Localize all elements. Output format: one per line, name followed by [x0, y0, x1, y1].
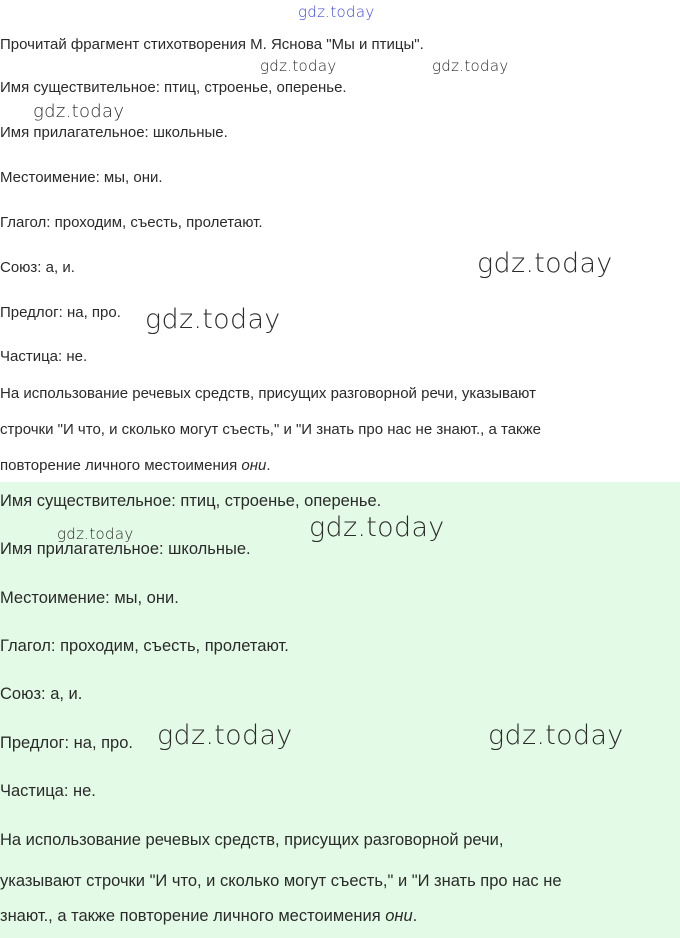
answer-adjective-line: Имя прилагательное: школьные. [0, 540, 251, 558]
conjunction-line: Союз: а, и. [0, 259, 75, 276]
adjective-line: Имя прилагательное: школьные. [0, 124, 228, 141]
watermark: gdz.today [477, 248, 613, 279]
paragraph-line-1: На использование речевых средств, присущих разговорной речи, указывают [0, 385, 536, 402]
answer-paragraph-end: . [412, 907, 418, 925]
answer-paragraph-text: знают., а также повторение личного местоимения [0, 907, 386, 925]
paragraph-line-2: строчки "И что, и сколько могут съесть," и "И знать про нас не знают., а также [0, 421, 541, 438]
watermark: gdz.today [488, 720, 624, 751]
answer-verb-line: Глагол: проходим, съесть, пролетают. [0, 637, 289, 655]
answer-conjunction-line: Союз: а, и. [0, 685, 83, 703]
answer-preposition-line: Предлог: на, про. [0, 734, 133, 752]
pronoun-line: Местоимение: мы, они. [0, 169, 163, 186]
answer-paragraph-line-2: указывают строчки "И что, и сколько могут съесть," и "И знать про нас не [0, 872, 562, 890]
watermark: gdz.today [157, 720, 293, 751]
paragraph-end: . [266, 457, 271, 474]
answer-section [0, 482, 680, 938]
preposition-line: Предлог: на, про. [0, 304, 121, 321]
intro-text: Прочитай фрагмент стихотворения М. Яснова "Мы и птицы". [0, 36, 424, 53]
answer-pronoun-line: Местоимение: мы, они. [0, 589, 179, 607]
answer-paragraph-line-3 [0, 907, 417, 926]
watermark: gdz.today [57, 525, 134, 543]
answer-emphasized-word: они [385, 907, 413, 925]
answer-paragraph-line-1: На использование речевых средств, присущих разговорной речи, [0, 831, 504, 849]
watermark: gdz.today [298, 3, 375, 21]
paragraph-text: повторение личного местоимения [0, 457, 242, 474]
answer-noun-line: Имя существительное: птиц, строенье, оперенье. [0, 492, 382, 510]
watermark: gdz.today [432, 57, 509, 75]
watermark: gdz.today [260, 57, 337, 75]
verb-line: Глагол: проходим, съесть, пролетают. [0, 214, 263, 231]
answer-particle-line: Частица: не. [0, 782, 96, 800]
emphasized-word: они [241, 457, 267, 474]
paragraph-line-3 [0, 457, 271, 474]
watermark: gdz.today [309, 512, 445, 543]
particle-line: Частица: не. [0, 348, 88, 365]
noun-line: Имя существительное: птиц, строенье, оперенье. [0, 79, 347, 96]
watermark: gdz.today [33, 101, 125, 122]
watermark: gdz.today [145, 304, 281, 335]
